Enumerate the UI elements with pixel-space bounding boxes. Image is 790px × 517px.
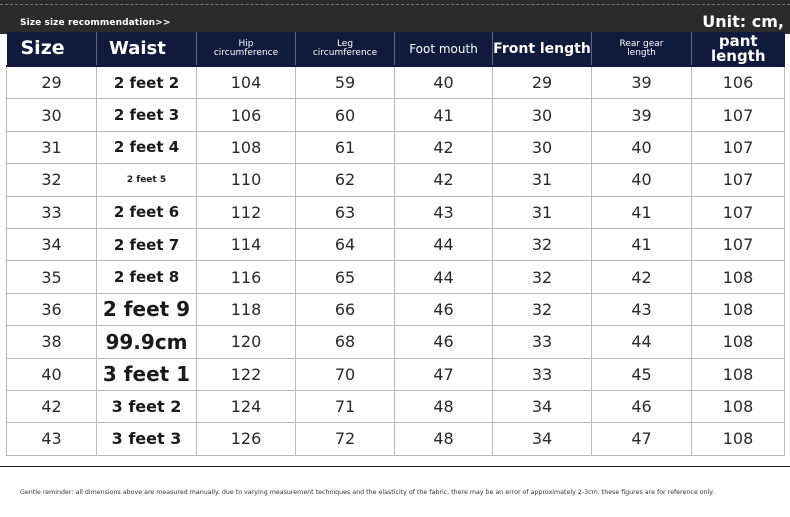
cell-size: 30: [7, 99, 97, 131]
table-row: [7, 66, 785, 99]
cell-front-length: 30: [493, 99, 592, 131]
cell-foot-mouth: 47: [395, 358, 493, 390]
cell-waist: 2 feet 7: [97, 228, 197, 260]
page-title: Size size recommendation>>: [20, 18, 171, 28]
cell-pant-length: 108: [692, 358, 785, 390]
cell-leg: 70: [296, 358, 395, 390]
header-front-length: Front length: [493, 32, 592, 66]
cell-front-length: 30: [493, 131, 592, 163]
divider: [0, 466, 790, 467]
cell-leg: 65: [296, 261, 395, 293]
header-band: [0, 0, 790, 34]
cell-hip: 106: [197, 99, 296, 131]
cell-front-length: 29: [493, 66, 592, 99]
header-hip: Hip circumference: [197, 32, 296, 66]
cell-leg: 62: [296, 164, 395, 196]
cell-pant-length: 107: [692, 99, 785, 131]
cell-waist: 2 feet 6: [97, 196, 197, 228]
cell-front-length: 33: [493, 326, 592, 358]
cell-size: 34: [7, 228, 97, 260]
cell-waist: 2 feet 5: [97, 164, 197, 196]
cell-waist: 2 feet 2: [97, 66, 197, 99]
cell-hip: 104: [197, 66, 296, 99]
cell-hip: 112: [197, 196, 296, 228]
cell-rear-gear: 41: [592, 228, 692, 260]
cell-rear-gear: 40: [592, 164, 692, 196]
table-row: [7, 423, 785, 455]
table-row: [7, 390, 785, 422]
cell-size: 29: [7, 66, 97, 99]
table-row: [7, 99, 785, 131]
cell-foot-mouth: 40: [395, 66, 493, 99]
cell-hip: 118: [197, 293, 296, 325]
cell-hip: 114: [197, 228, 296, 260]
cell-size: 38: [7, 326, 97, 358]
cell-size: 36: [7, 293, 97, 325]
table-row: [7, 196, 785, 228]
cell-front-length: 34: [493, 390, 592, 422]
cell-waist: 2 feet 9: [97, 293, 197, 325]
cell-pant-length: 108: [692, 423, 785, 455]
cell-foot-mouth: 43: [395, 196, 493, 228]
cell-pant-length: 108: [692, 293, 785, 325]
cell-rear-gear: 41: [592, 196, 692, 228]
cell-foot-mouth: 48: [395, 390, 493, 422]
cell-foot-mouth: 42: [395, 131, 493, 163]
cell-foot-mouth: 44: [395, 228, 493, 260]
reminder-text: Gentle reminder: all dimensions above are measured manually. due to varying measurement techniques and the elasticity of the fabric, there may be an error of approximately 2-3cm. these figures are for reference only.: [20, 489, 715, 496]
cell-pant-length: 107: [692, 164, 785, 196]
cell-front-length: 32: [493, 261, 592, 293]
cell-front-length: 34: [493, 423, 592, 455]
cell-size: 43: [7, 423, 97, 455]
cell-foot-mouth: 46: [395, 326, 493, 358]
header-waist: Waist: [97, 32, 197, 66]
table-row: [7, 326, 785, 358]
cell-hip: 126: [197, 423, 296, 455]
cell-front-length: 32: [493, 228, 592, 260]
cell-hip: 110: [197, 164, 296, 196]
cell-size: 32: [7, 164, 97, 196]
cell-size: 33: [7, 196, 97, 228]
cell-rear-gear: 43: [592, 293, 692, 325]
cell-waist: 2 feet 8: [97, 261, 197, 293]
cell-rear-gear: 45: [592, 358, 692, 390]
table-row: [7, 131, 785, 163]
cell-leg: 66: [296, 293, 395, 325]
cell-foot-mouth: 46: [395, 293, 493, 325]
cell-size: 42: [7, 390, 97, 422]
cell-leg: 63: [296, 196, 395, 228]
cell-pant-length: 107: [692, 228, 785, 260]
cell-rear-gear: 42: [592, 261, 692, 293]
stitch-line: [0, 4, 790, 5]
cell-hip: 108: [197, 131, 296, 163]
table-header-row: [7, 32, 785, 66]
header-pant-length: pant length: [692, 32, 785, 66]
cell-size: 31: [7, 131, 97, 163]
cell-front-length: 33: [493, 358, 592, 390]
size-table: [6, 32, 784, 456]
cell-front-length: 31: [493, 196, 592, 228]
cell-pant-length: 107: [692, 196, 785, 228]
cell-size: 40: [7, 358, 97, 390]
cell-hip: 116: [197, 261, 296, 293]
header-leg: Leg circumference: [296, 32, 395, 66]
cell-rear-gear: 40: [592, 131, 692, 163]
cell-rear-gear: 39: [592, 66, 692, 99]
cell-front-length: 31: [493, 164, 592, 196]
cell-waist: 3 feet 2: [97, 390, 197, 422]
cell-pant-length: 108: [692, 261, 785, 293]
cell-leg: 72: [296, 423, 395, 455]
cell-foot-mouth: 41: [395, 99, 493, 131]
table-row: [7, 293, 785, 325]
cell-hip: 120: [197, 326, 296, 358]
cell-hip: 124: [197, 390, 296, 422]
cell-pant-length: 107: [692, 131, 785, 163]
table-row: [7, 228, 785, 260]
cell-leg: 60: [296, 99, 395, 131]
table-row: [7, 358, 785, 390]
cell-waist: 3 feet 1: [97, 358, 197, 390]
header-size: Size: [7, 32, 97, 66]
cell-pant-length: 108: [692, 326, 785, 358]
cell-foot-mouth: 42: [395, 164, 493, 196]
table-body: [7, 66, 785, 455]
cell-leg: 71: [296, 390, 395, 422]
cell-rear-gear: 47: [592, 423, 692, 455]
table-row: [7, 164, 785, 196]
cell-size: 35: [7, 261, 97, 293]
cell-waist: 2 feet 4: [97, 131, 197, 163]
cell-leg: 64: [296, 228, 395, 260]
header-rear-gear: Rear gear length: [592, 32, 692, 66]
cell-foot-mouth: 44: [395, 261, 493, 293]
table-row: [7, 261, 785, 293]
cell-leg: 59: [296, 66, 395, 99]
header-foot-mouth: Foot mouth: [395, 32, 493, 66]
cell-foot-mouth: 48: [395, 423, 493, 455]
cell-leg: 68: [296, 326, 395, 358]
cell-hip: 122: [197, 358, 296, 390]
cell-rear-gear: 46: [592, 390, 692, 422]
unit-note: Unit: cm,: [702, 12, 784, 31]
cell-waist: 3 feet 3: [97, 423, 197, 455]
cell-pant-length: 106: [692, 66, 785, 99]
cell-pant-length: 108: [692, 390, 785, 422]
cell-leg: 61: [296, 131, 395, 163]
cell-waist: 2 feet 3: [97, 99, 197, 131]
cell-rear-gear: 44: [592, 326, 692, 358]
cell-waist: 99.9cm: [97, 326, 197, 358]
cell-front-length: 32: [493, 293, 592, 325]
cell-rear-gear: 39: [592, 99, 692, 131]
